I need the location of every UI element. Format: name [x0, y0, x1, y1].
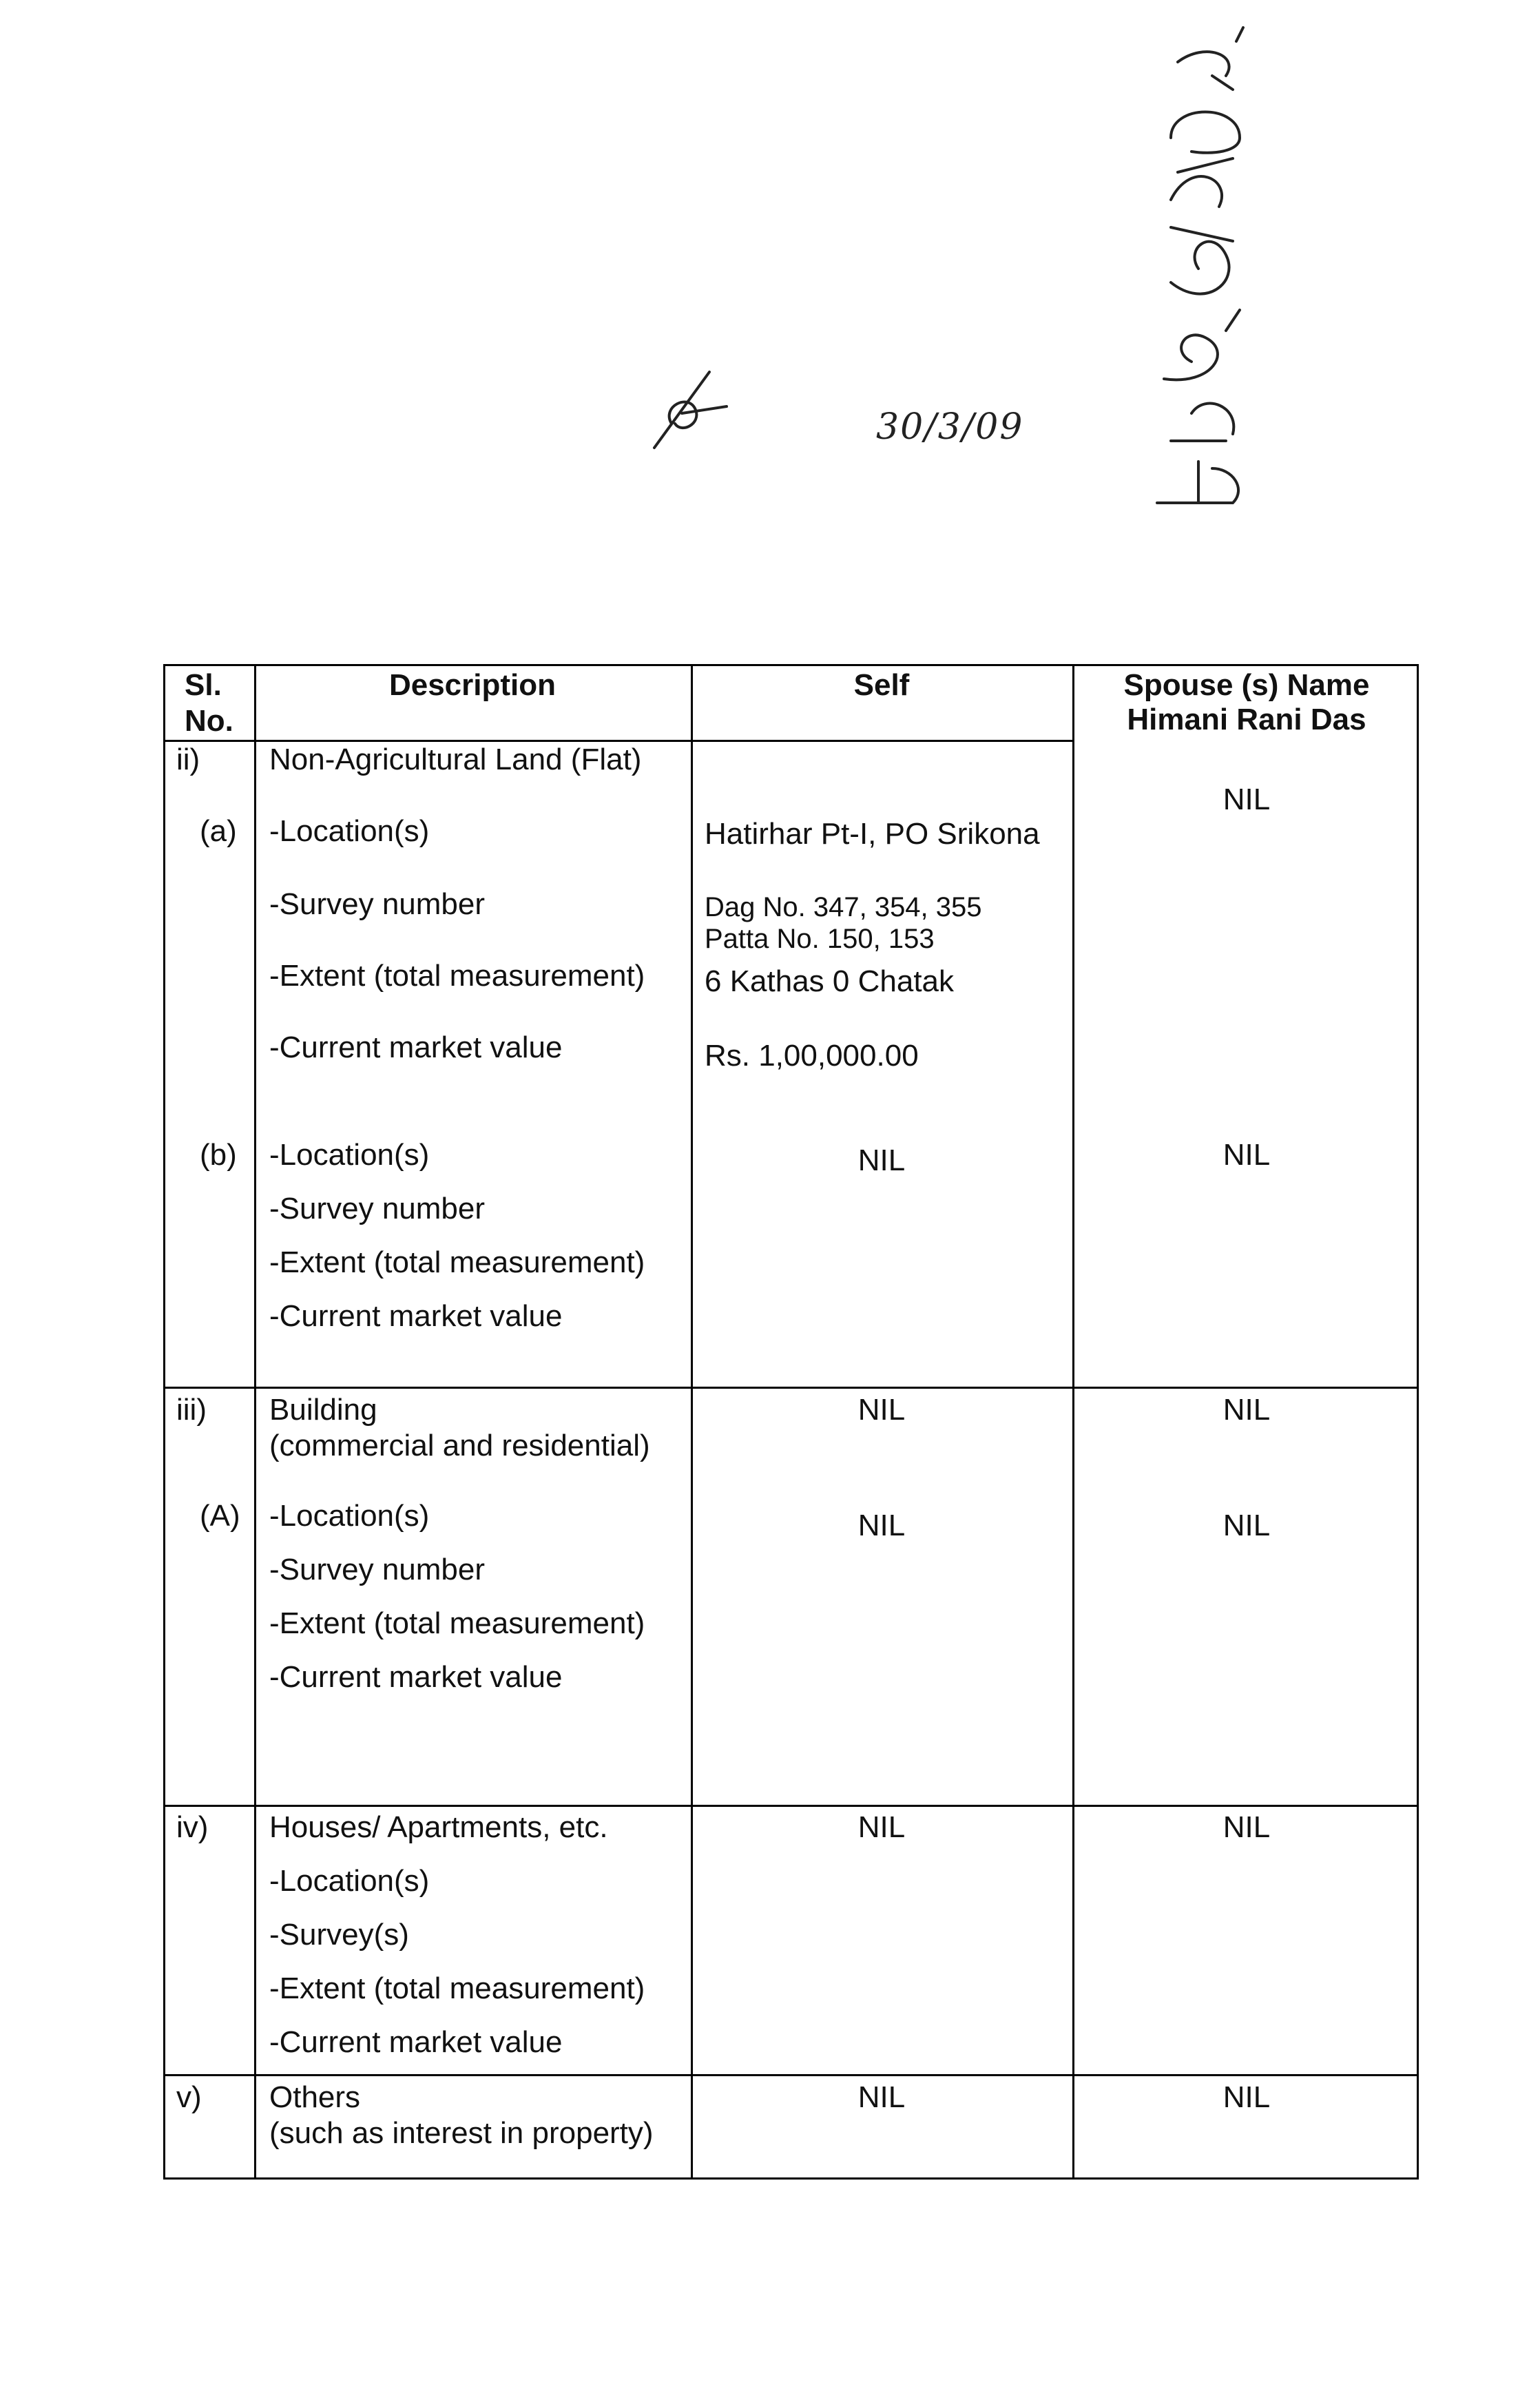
location-label: -Location(s): [269, 1138, 430, 1172]
section-number: iii): [176, 1393, 207, 1427]
self-market-value: Rs. 1,00,000.00: [705, 1039, 919, 1073]
section-number: v): [176, 2080, 202, 2114]
spouse-value: NIL: [1222, 1810, 1271, 1844]
self-value: NIL: [857, 1509, 906, 1542]
value-label: -Current market value: [269, 1660, 563, 1694]
header-spouse-title: Spouse (s) Name: [1123, 668, 1370, 702]
section-title: Houses/ Apartments, etc.: [269, 1810, 608, 1844]
handwritten-date: 30/3/09: [876, 406, 1024, 448]
section-title-detail: (such as interest in property): [269, 2116, 654, 2150]
column-rule: [254, 666, 256, 2177]
self-dag-number: Dag No. 347, 354, 355: [705, 892, 982, 922]
self-value: NIL: [857, 1810, 906, 1844]
section-title: Others: [269, 2080, 361, 2114]
row-rule: [165, 1387, 1417, 1389]
spouse-value: NIL: [1222, 783, 1271, 816]
subsection-number: (A): [200, 1499, 240, 1533]
survey-label: -Survey number: [269, 1192, 486, 1225]
survey-label: -Survey(s): [269, 1918, 409, 1952]
subsection-number: (a): [200, 814, 237, 848]
row-rule: [165, 1805, 1417, 1807]
extent-label: -Extent (total measurement): [269, 959, 645, 993]
section-number: ii): [176, 743, 200, 776]
survey-label: -Survey number: [269, 887, 486, 921]
extent-label: -Extent (total measurement): [269, 1606, 645, 1640]
asset-declaration-table: [163, 664, 1419, 2180]
initial-mark: [641, 358, 737, 455]
spouse-value: NIL: [1222, 1509, 1271, 1542]
header-description: Description: [388, 668, 556, 702]
section-title: Non-Agricultural Land (Flat): [269, 743, 642, 776]
value-label: -Current market value: [269, 1031, 563, 1064]
subsection-number: (b): [200, 1138, 237, 1172]
value-label: -Current market value: [269, 1299, 563, 1333]
spouse-value: NIL: [1222, 2080, 1271, 2114]
row-rule: [165, 2074, 1417, 2076]
section-title-detail: (commercial and residential): [269, 1429, 650, 1462]
self-value: NIL: [857, 1143, 906, 1177]
self-value: NIL: [857, 2080, 906, 2114]
extent-label: -Extent (total measurement): [269, 1245, 645, 1279]
self-location: Hatirhar Pt-I, PO Srikona: [705, 817, 1040, 851]
extent-label: -Extent (total measurement): [269, 1971, 645, 2005]
self-extent: 6 Kathas 0 Chatak: [705, 964, 955, 998]
section-number: iv): [176, 1810, 209, 1844]
header-sl-no: Sl. No.: [185, 668, 233, 738]
header-self: Self: [853, 668, 910, 702]
location-label: -Location(s): [269, 814, 430, 848]
handwritten-signature: [1130, 21, 1253, 517]
self-value: NIL: [857, 1393, 906, 1427]
spouse-value: NIL: [1222, 1138, 1271, 1172]
self-patta-number: Patta No. 150, 153: [705, 924, 935, 954]
value-label: -Current market value: [269, 2025, 563, 2059]
location-label: -Location(s): [269, 1499, 430, 1533]
survey-label: -Survey number: [269, 1553, 486, 1586]
section-title: Building: [269, 1393, 377, 1427]
header-spouse-name: Himani Rani Das: [1127, 703, 1366, 736]
spouse-value: NIL: [1222, 1393, 1271, 1427]
location-label: -Location(s): [269, 1864, 430, 1898]
